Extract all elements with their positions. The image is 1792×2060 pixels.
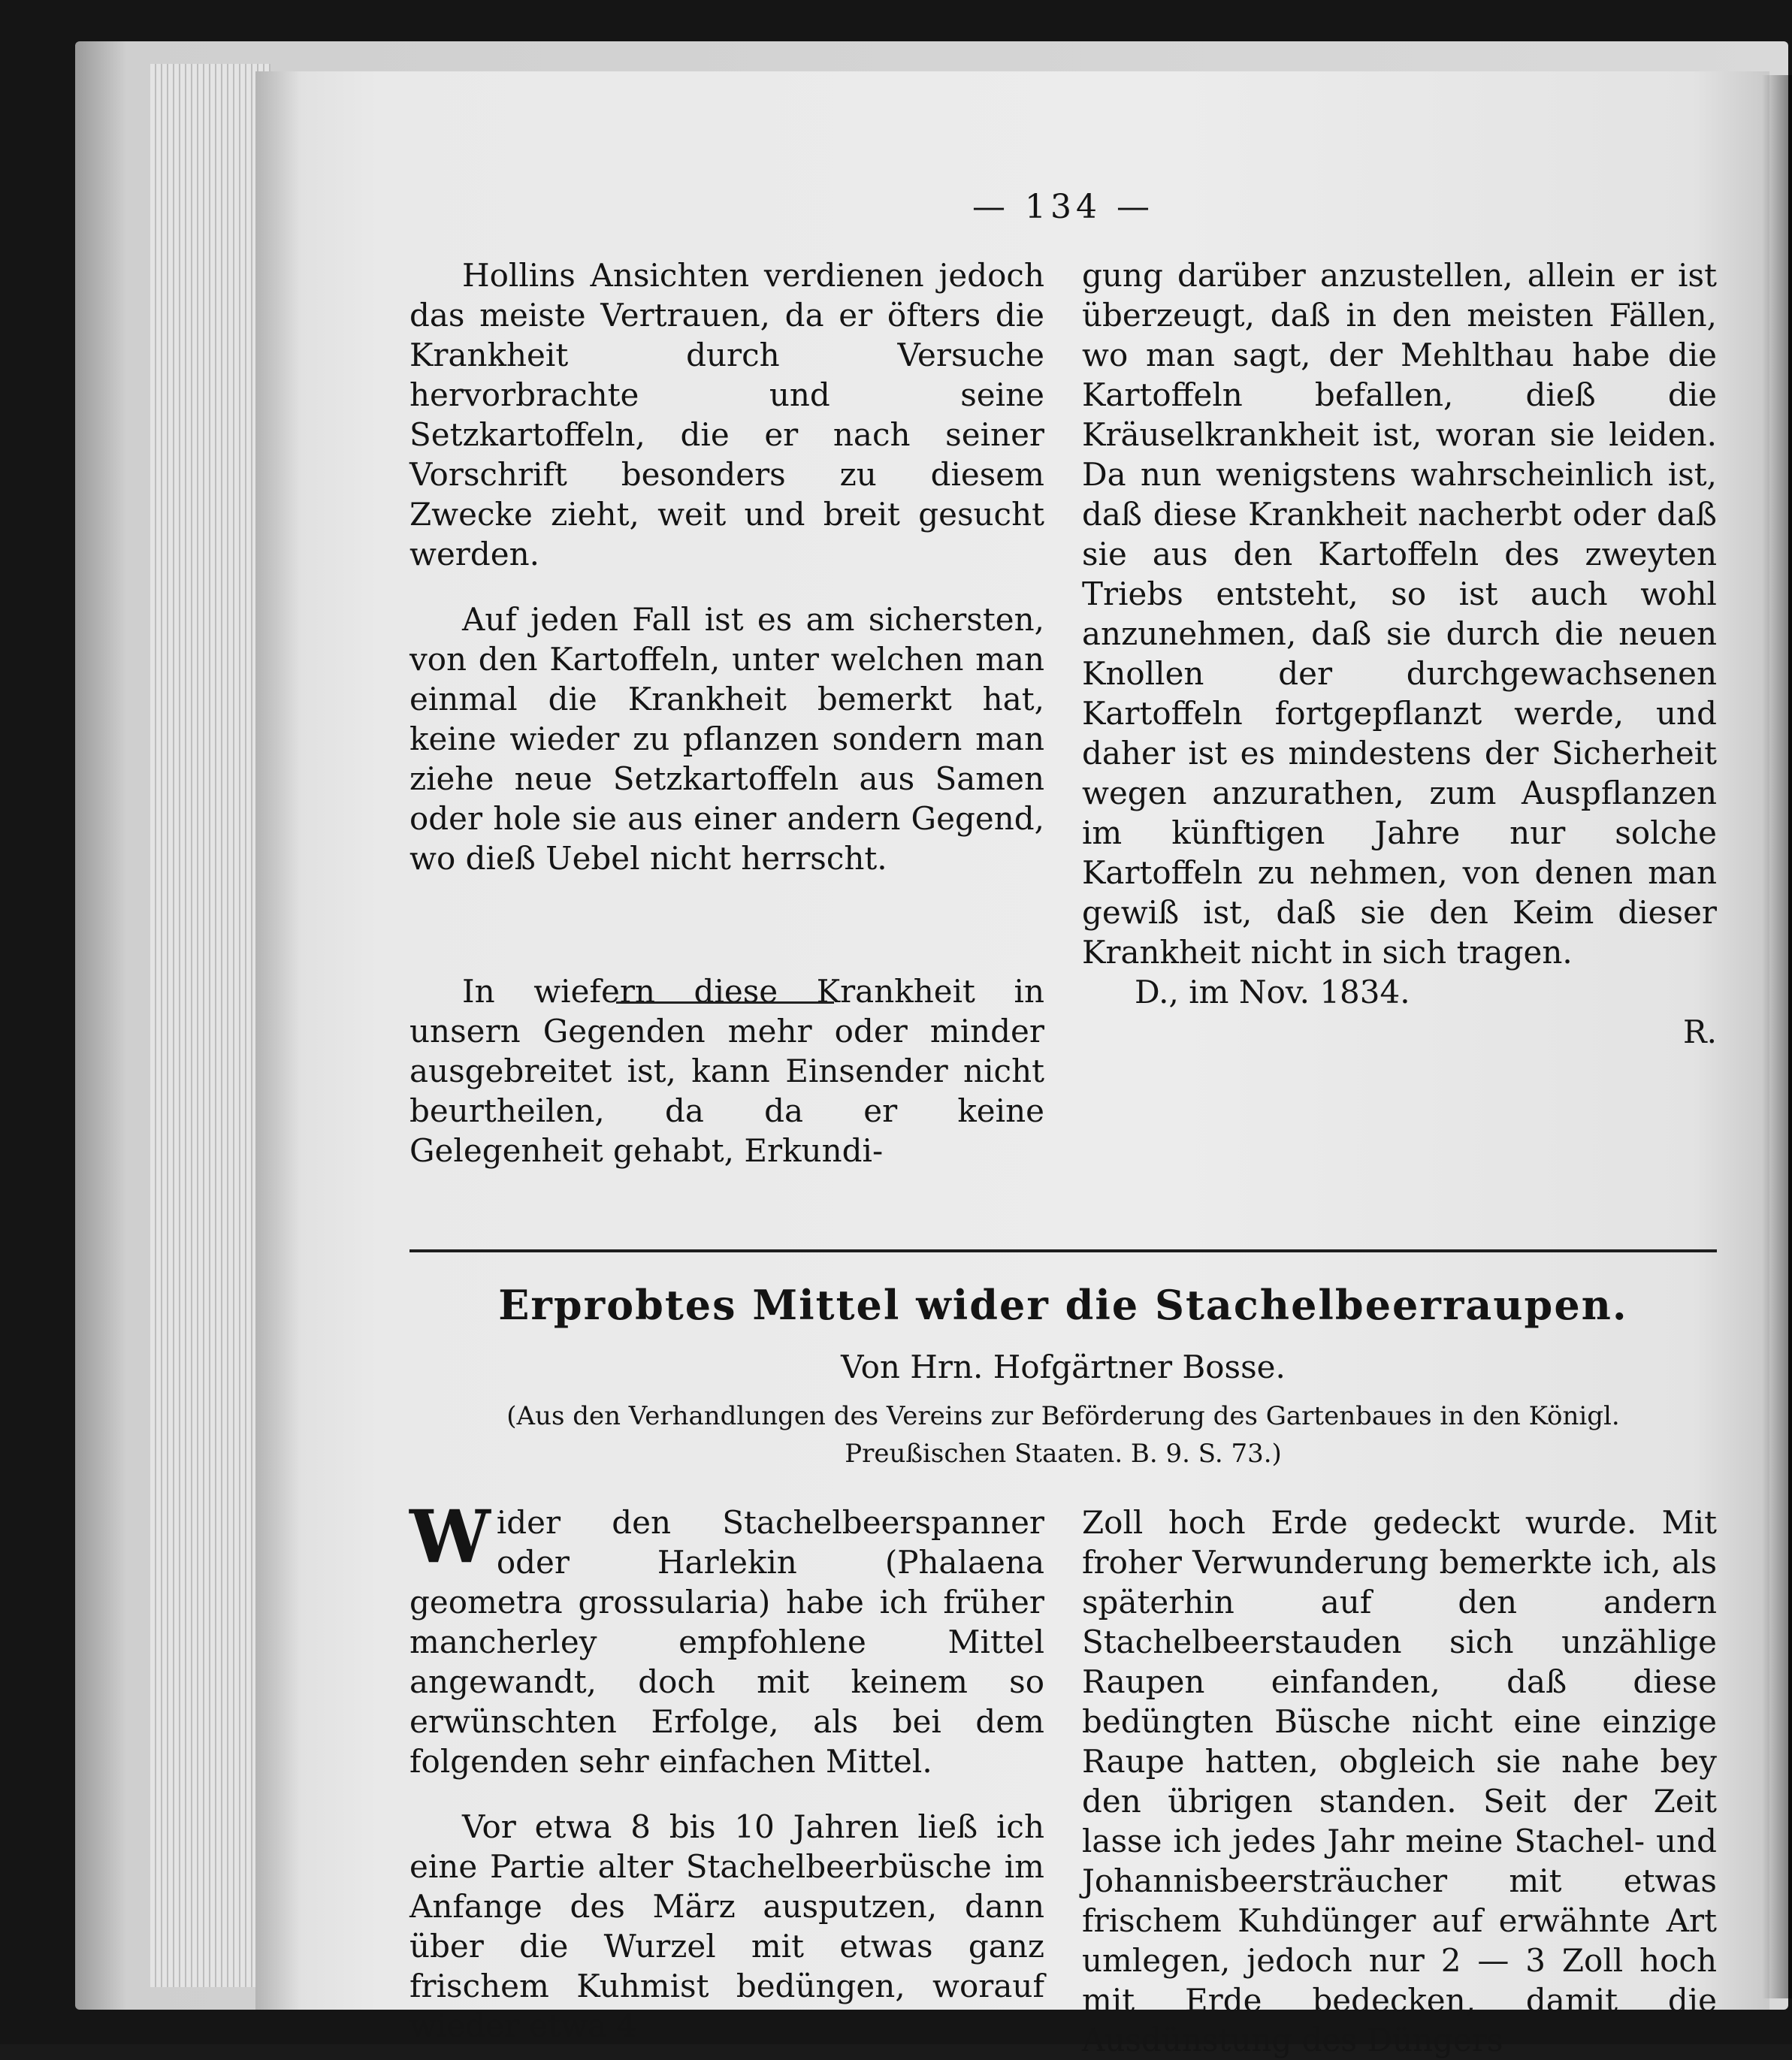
paragraph: Vor etwa 8 bis 10 Jahren ließ ich eine Partie alter Stachelbeerbüsche im Anfange des März ausputzen, dann über die Wurzel mit etwas ganz frischem Kuhmist bedüngen, worauf wieder etwa 4	[409, 1808, 1044, 2044]
paragraph: In wiefern diese Krankheit in unsern Gegenden mehr oder minder ausgebreitet ist, kann Einsender nicht beurtheilen, da da er keine Gelegenheit gehabt, Erkundi-	[409, 973, 1044, 1169]
signature: R.	[1683, 1013, 1717, 1050]
section-divider-short	[616, 1001, 834, 1004]
article-divider	[409, 1249, 1717, 1252]
paragraph: Hollins Ansichten verdienen jedoch das meiste Vertrauen, da er öfters die Krankheit durch Versuche hervorbrachte und seine Setzkartoffeln, die er nach seiner Vorschrift besonders zu diesem Zwecke zieht, weit und breit gesucht werden.	[409, 257, 1044, 572]
upper-right-column	[1082, 255, 1717, 1052]
paragraph: Auf jeden Fall ist es am sichersten, von den Kartoffeln, unter welchen man einmal die Krankheit bemerkt hat, keine wieder zu pflanzen sondern man ziehe neue Setzkartoffeln aus Samen oder hole sie aus einer andern Gegend, wo dieß Uebel nicht herrscht.	[409, 601, 1044, 877]
page-stack-edges	[150, 64, 270, 1987]
paragraph: Zoll hoch Erde gedeckt wurde. Mit froher Verwunderung bemerkte ich, als späterhin auf den andern Stachelbeerstauden sich unzählige Raupen einfanden, daß diese bedüngten Büsche nicht eine einzige Raupe hatten, obgleich sie nahe bey den übrigen standen. Seit der Zeit lasse ich jedes Jahr meine Stachel- und Johannisbeersträucher mit etwas frischem Kuhdünger auf erwähnte Art umlegen, jedoch nur 2 — 3 Zoll hoch mit Erde bedecken, damit die Ausdünstung des Düngers	[1082, 1504, 1717, 2058]
upper-left-column	[409, 255, 1044, 1170]
page-number: — 134 —	[972, 188, 1154, 226]
lower-left-column	[409, 1494, 1044, 2046]
article-title: Erprobtes Mittel wider die Stachelbeerraupen.	[498, 1281, 1628, 1329]
drop-cap: W	[409, 1494, 491, 1579]
paragraph-text: ider den Stachelbeerspanner oder Harlekin (Phalaena geometra grossularia) habe ich früher mancherley empfohlene Mittel angewandt, doch mit keinem so erwünschten Erfolge, als bei dem folgenden sehr einfachen Mittel.	[409, 1504, 1044, 1780]
paragraph	[409, 1494, 1044, 1781]
article-source-note: (Aus den Verhandlungen des Vereins zur Beförderung des Gartenbaues in den Königl. Preußischen Staaten. B. 9. S. 73.)	[506, 1401, 1620, 1469]
paragraph: gung darüber anzustellen, allein er ist überzeugt, daß in den meisten Fällen, wo man sagt, der Mehlthau habe die Kartoffeln befallen, dieß die Kräuselkrankheit ist, woran sie leiden. Da nun wenigstens wahrscheinlich ist, daß diese Krankheit nacherbt oder daß sie aus den Kartoffeln des zweyten Triebs entsteht, so ist auch wohl anzunehmen, daß sie durch die neuen Knollen der durchgewachsenen Kartoffeln fortgepflanzt werde, und daher ist es mindestens der Sicherheit wegen anzurathen, zum Auspflanzen im künftigen Jahre nur solche Kartoffeln zu nehmen, von denen man gewiß ist, daß sie den Keim dieser Krankheit nicht in sich tragen.	[1082, 257, 1717, 971]
dateline: D., im Nov. 1834.	[1135, 974, 1410, 1010]
right-edge-shadow	[1762, 75, 1792, 1998]
gutter-shadow	[255, 71, 301, 2010]
lower-right-column	[1082, 1503, 1717, 2060]
page-content	[409, 180, 1717, 2058]
article-byline: Von Hrn. Hofgärtner Bosse.	[841, 1349, 1286, 1385]
